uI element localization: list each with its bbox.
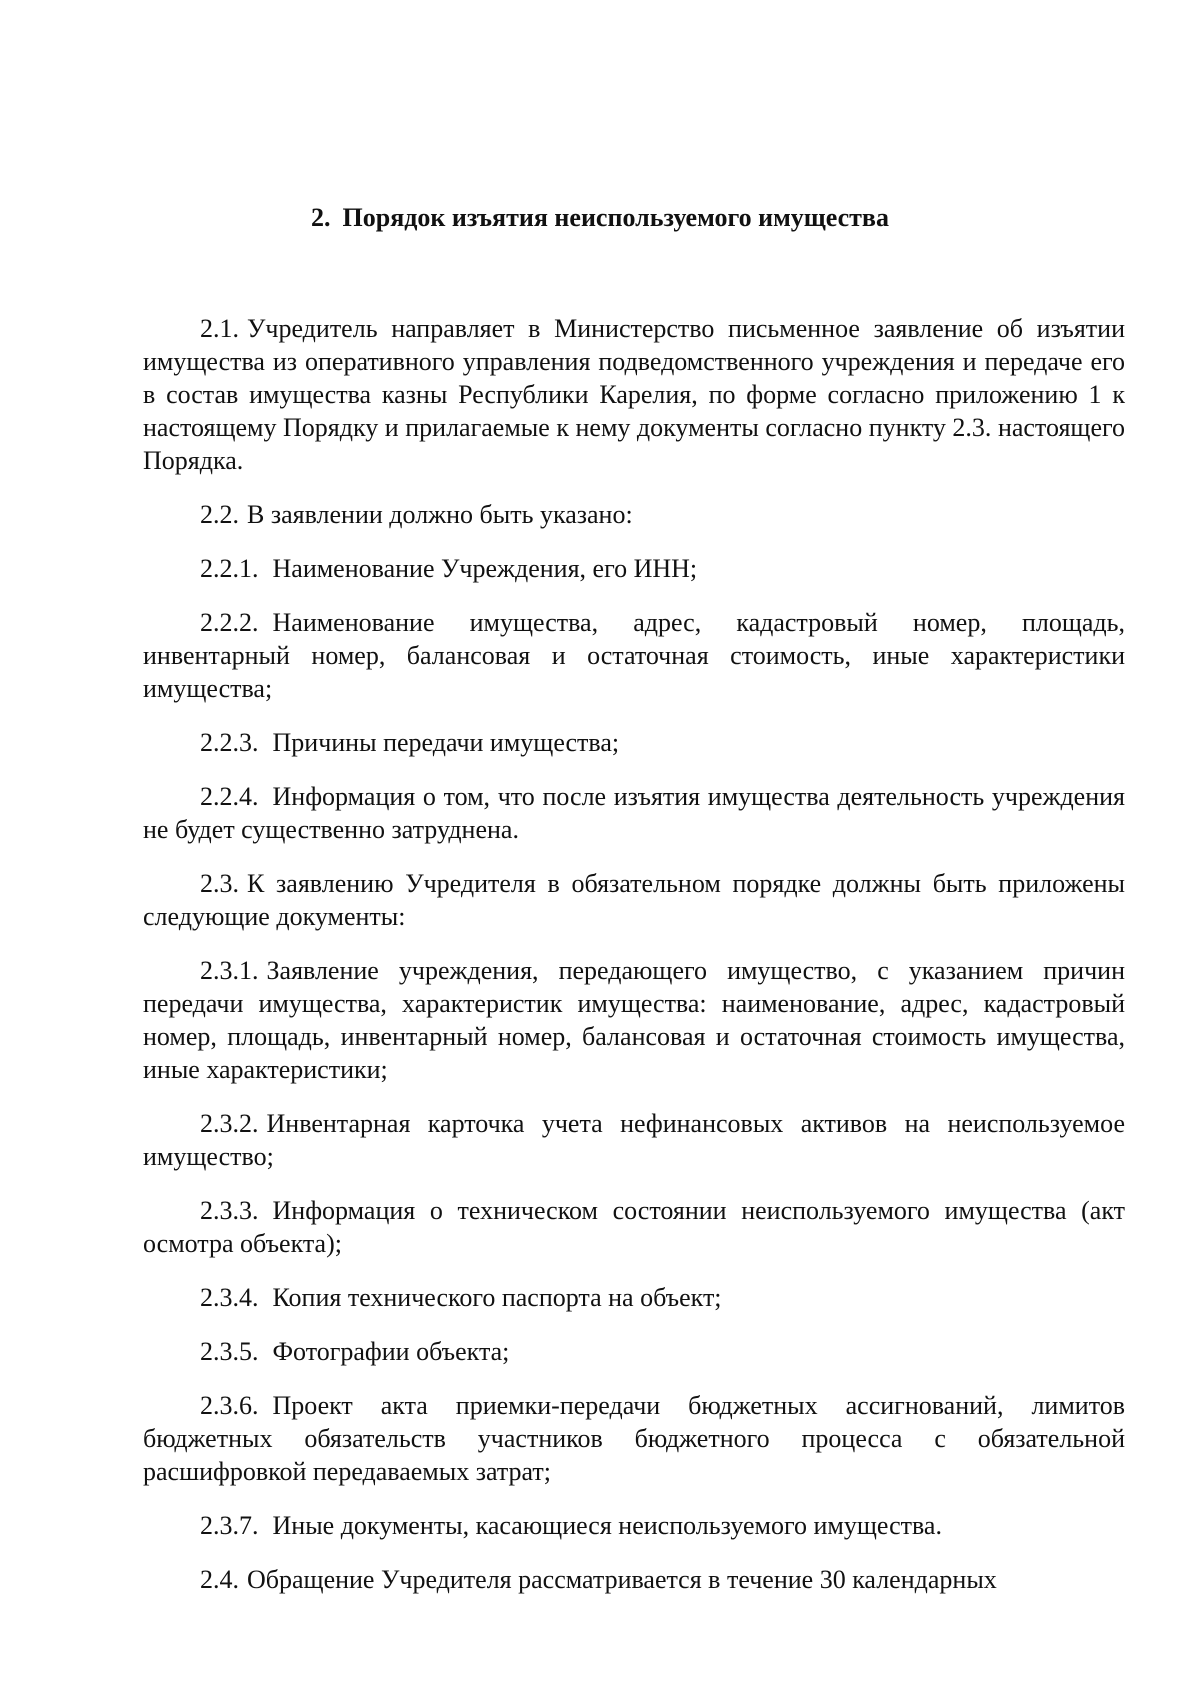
paragraph-number: 2.4.	[200, 1565, 239, 1594]
paragraph-2-1	[143, 312, 1125, 477]
paragraph-number: 2.3.3.	[200, 1196, 259, 1225]
paragraph-2-3-5	[143, 1335, 1125, 1368]
paragraph-number: 2.3.	[200, 869, 239, 898]
paragraph-2-3-7	[143, 1509, 1125, 1542]
paragraph-text: Иные документы, касающиеся неиспользуемого имущества.	[272, 1511, 942, 1540]
paragraph-number: 2.1.	[200, 314, 239, 343]
paragraph-2-3-3	[143, 1194, 1125, 1260]
paragraph-text: Инвентарная карточка учета нефинансовых активов на неиспользуемое имущество;	[143, 1109, 1125, 1171]
paragraph-text: Фотографии объекта;	[272, 1337, 510, 1366]
paragraph-text: Наименование Учреждения, его ИНН;	[272, 554, 698, 583]
paragraph-text: Учредитель направляет в Министерство письменное заявление об изъятии имущества из оперативного управления подведомственного учреждения и передаче его в состав имущества казны Республики Карелия, по форме согласно приложению 1 к настоящему Порядку и прилагаемые к нему документы согласно пункту 2.3. настоящего Порядка.	[143, 314, 1125, 475]
section-number: 2.	[311, 203, 331, 232]
paragraph-2-2-4	[143, 780, 1125, 846]
paragraph-text: Наименование имущества, адрес, кадастровый номер, площадь, инвентарный номер, балансовая и остаточная стоимость, иные характеристики имущества;	[143, 608, 1125, 703]
paragraph-number: 2.3.4.	[200, 1283, 259, 1312]
paragraph-number: 2.2.2.	[200, 608, 259, 637]
paragraph-number: 2.2.4.	[200, 782, 259, 811]
paragraph-text: Копия технического паспорта на объект;	[272, 1283, 722, 1312]
paragraph-text: Информация о техническом состоянии неиспользуемого имущества (акт осмотра объекта);	[143, 1196, 1125, 1258]
paragraph-2-2-2	[143, 606, 1125, 705]
paragraph-2-3	[143, 867, 1125, 933]
section-title: Порядок изъятия неиспользуемого имущества	[342, 203, 889, 232]
paragraph-2-2	[143, 498, 1125, 531]
paragraph-text: Проект акта приемки-передачи бюджетных ассигнований, лимитов бюджетных обязательств участников бюджетного процесса с обязательной расшифровкой передаваемых затрат;	[143, 1391, 1125, 1486]
paragraph-number: 2.3.6.	[200, 1391, 259, 1420]
paragraph-text: Информация о том, что после изъятия имущества деятельность учреждения не будет существенно затруднена.	[143, 782, 1125, 844]
paragraph-2-3-4	[143, 1281, 1125, 1314]
paragraph-2-3-2	[143, 1107, 1125, 1173]
paragraph-2-3-1	[143, 954, 1125, 1086]
paragraph-number: 2.3.5.	[200, 1337, 259, 1366]
paragraph-number: 2.2.3.	[200, 728, 259, 757]
paragraph-2-2-3	[143, 726, 1125, 759]
document-body	[143, 312, 1125, 1617]
paragraph-2-3-6	[143, 1389, 1125, 1488]
paragraph-text: В заявлении должно быть указано:	[247, 500, 633, 529]
paragraph-number: 2.2.1.	[200, 554, 259, 583]
paragraph-text: Заявление учреждения, передающего имущество, с указанием причин передачи имущества, характеристик имущества: наименование, адрес, кадастровый номер, площадь, инвентарный номер, балансовая и остаточная стоимость имущества, иные характеристики;	[143, 956, 1125, 1084]
paragraph-number: 2.3.1.	[200, 956, 259, 985]
paragraph-number: 2.3.2.	[200, 1109, 259, 1138]
paragraph-number: 2.2.	[200, 500, 239, 529]
paragraph-text: Причины передачи имущества;	[272, 728, 620, 757]
paragraph-text: Обращение Учредителя рассматривается в течение 30 календарных	[247, 1565, 997, 1594]
paragraph-text: К заявлению Учредителя в обязательном порядке должны быть приложены следующие документы:	[143, 869, 1125, 931]
paragraph-2-2-1	[143, 552, 1125, 585]
paragraph-2-4	[143, 1563, 1125, 1596]
section-heading	[0, 202, 1200, 234]
paragraph-number: 2.3.7.	[200, 1511, 259, 1540]
